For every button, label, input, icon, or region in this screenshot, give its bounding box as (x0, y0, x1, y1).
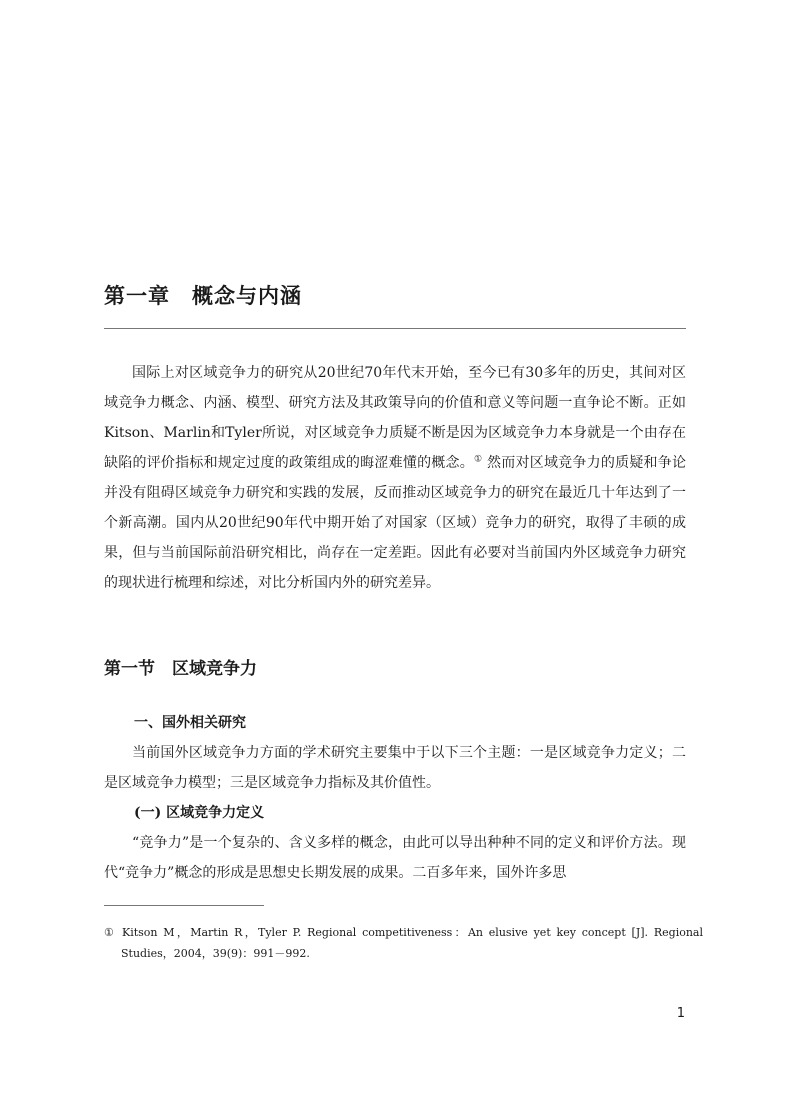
body-paragraph-definition: “竞争力”是一个复杂的、含义多样的概念，由此可以导出种种不同的定义和评价方法。现代“竞争力”概念的形成是思想史长期发展的成果。二百多年来，国外许多思 (104, 835, 686, 881)
intro-paragraph (104, 358, 686, 598)
intro-text-part-2: 然而对区域竞争力的质疑和争论并没有阻碍区域竞争力研究和实践的发展，反而推动区域竞争力的研究在最近几十年达到了一个新高潮。国内从20世纪90年代中期开始了对国家（区域）竞争力的研究，取得了丰硕的成果，但与当前国际前沿研究相比，尚存在一定差距。因此有必要对当前国内外区域竞争力研究的现状进行梳理和综述，对比分析国内外的研究差异。 (104, 455, 687, 591)
chapter-title: 第一章 概念与内涵 (104, 284, 302, 308)
page-number: 1 (676, 1006, 685, 1021)
footnote-divider (104, 905, 264, 906)
body-paragraph-topics: 当前国外区域竞争力方面的学术研究主要集中于以下三个主题：一是区域竞争力定义；二是区域竞争力模型；三是区域竞争力指标及其价值性。 (104, 745, 686, 791)
section-title: 第一节 区域竞争力 (104, 659, 257, 679)
footnote-reference[interactable]: ① (474, 454, 483, 465)
intro-text-part-1: 国际上对区域竞争力的研究从20世纪70年代末开始，至今已有30多年的历史，其间对区域竞争力概念、内涵、模型、研究方法及其政策导向的价值和意义等问题一直争论不断。正如Kitson、Marlin和Tyler所说，对区域竞争力质疑不断是因为区域竞争力本身就是一个由存在缺陷的评价指标和规定过度的政策组成的晦涩难懂的概念。 (104, 365, 686, 471)
subsection-title: 一、国外相关研究 (134, 715, 246, 731)
chapter-divider (104, 328, 686, 329)
subsubsection-title: (一) 区域竞争力定义 (134, 805, 265, 821)
footnote: ① Kitson M，Martin R，Tyler P. Regional competitiveness：An elusive yet key concept [J]. Regional Studies，2004，39(9)：991－992. (104, 926, 703, 960)
